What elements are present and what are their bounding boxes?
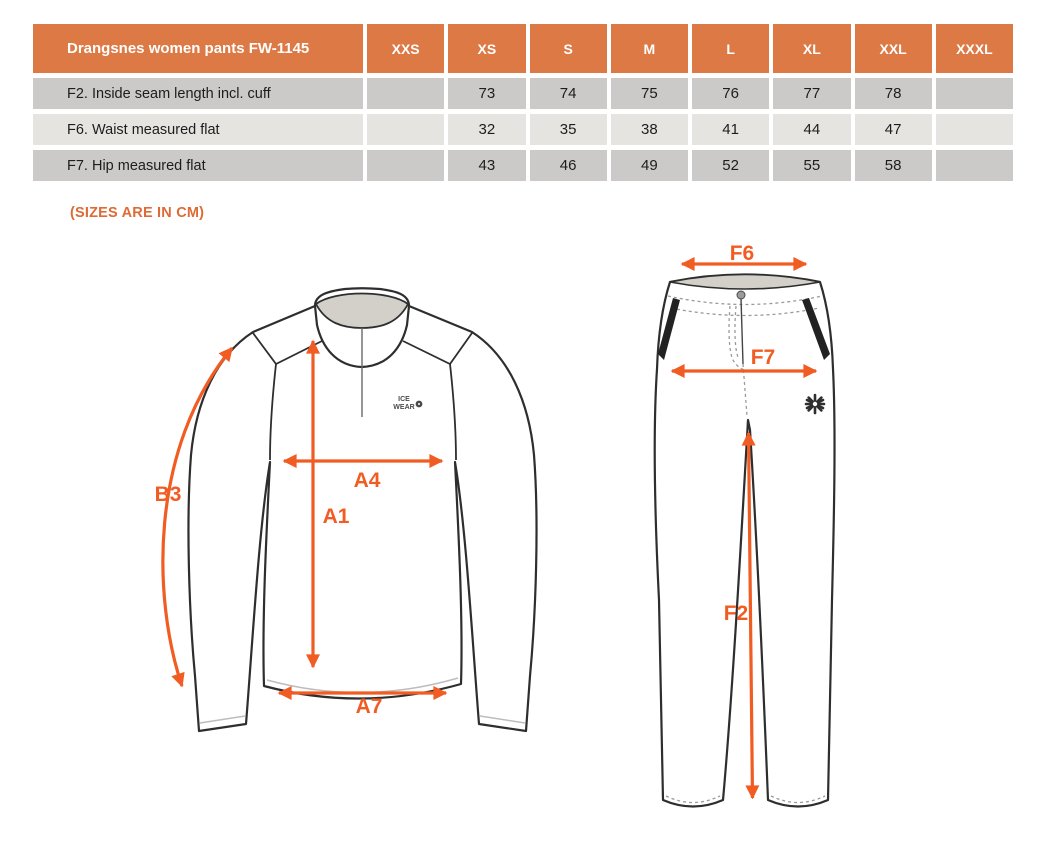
waist-button <box>737 291 745 299</box>
table-title: Drangsnes women pants FW-1145 <box>33 24 363 73</box>
f6-label: F6 <box>729 242 755 265</box>
b3-label: B3 <box>154 483 182 506</box>
pants-diagram <box>655 242 835 807</box>
size-header-s: S <box>530 24 607 73</box>
f7-label: F7 <box>750 346 776 369</box>
table-cell: 73 <box>448 78 525 109</box>
row-label-f7: F7. Hip measured flat <box>33 150 363 181</box>
pullover-diagram <box>155 288 537 731</box>
size-header-xxl: XXL <box>855 24 932 73</box>
table-cell: 52 <box>692 150 769 181</box>
table-cell: 49 <box>611 150 688 181</box>
pants-outline <box>655 275 835 807</box>
a7-label: A7 <box>355 695 383 718</box>
table-cell: 35 <box>530 114 607 145</box>
table-cell: 78 <box>855 78 932 109</box>
svg-text:ICE: ICE <box>398 396 410 403</box>
table-cell: 46 <box>530 150 607 181</box>
size-header-m: M <box>611 24 688 73</box>
table-cell: 76 <box>692 78 769 109</box>
a4-label: A4 <box>353 469 381 492</box>
table-cell: 77 <box>773 78 850 109</box>
svg-text:WEAR: WEAR <box>393 404 415 411</box>
snowflake-icon <box>806 395 824 413</box>
row-label-f6: F6. Waist measured flat <box>33 114 363 145</box>
table-cell: 44 <box>773 114 850 145</box>
table-cell: 55 <box>773 150 850 181</box>
table-cell: 58 <box>855 150 932 181</box>
size-header-xl: XL <box>773 24 850 73</box>
table-cell: 74 <box>530 78 607 109</box>
f2-arrow <box>749 433 753 798</box>
f2-label: F2 <box>723 602 749 625</box>
size-header-l: L <box>692 24 769 73</box>
size-header-xxs: XXS <box>367 24 444 73</box>
table-cell: 38 <box>611 114 688 145</box>
row-label-f2: F2. Inside seam length incl. cuff <box>33 78 363 109</box>
table-cell: 43 <box>448 150 525 181</box>
table-cell: 32 <box>448 114 525 145</box>
size-header-xxxl: XXXL <box>936 24 1013 73</box>
sizes-unit-note: (SIZES ARE IN CM) <box>70 205 205 221</box>
table-cell: 41 <box>692 114 769 145</box>
size-header-xs: XS <box>448 24 525 73</box>
table-cell: 75 <box>611 78 688 109</box>
table-cell: 47 <box>855 114 932 145</box>
a1-label: A1 <box>322 505 350 528</box>
